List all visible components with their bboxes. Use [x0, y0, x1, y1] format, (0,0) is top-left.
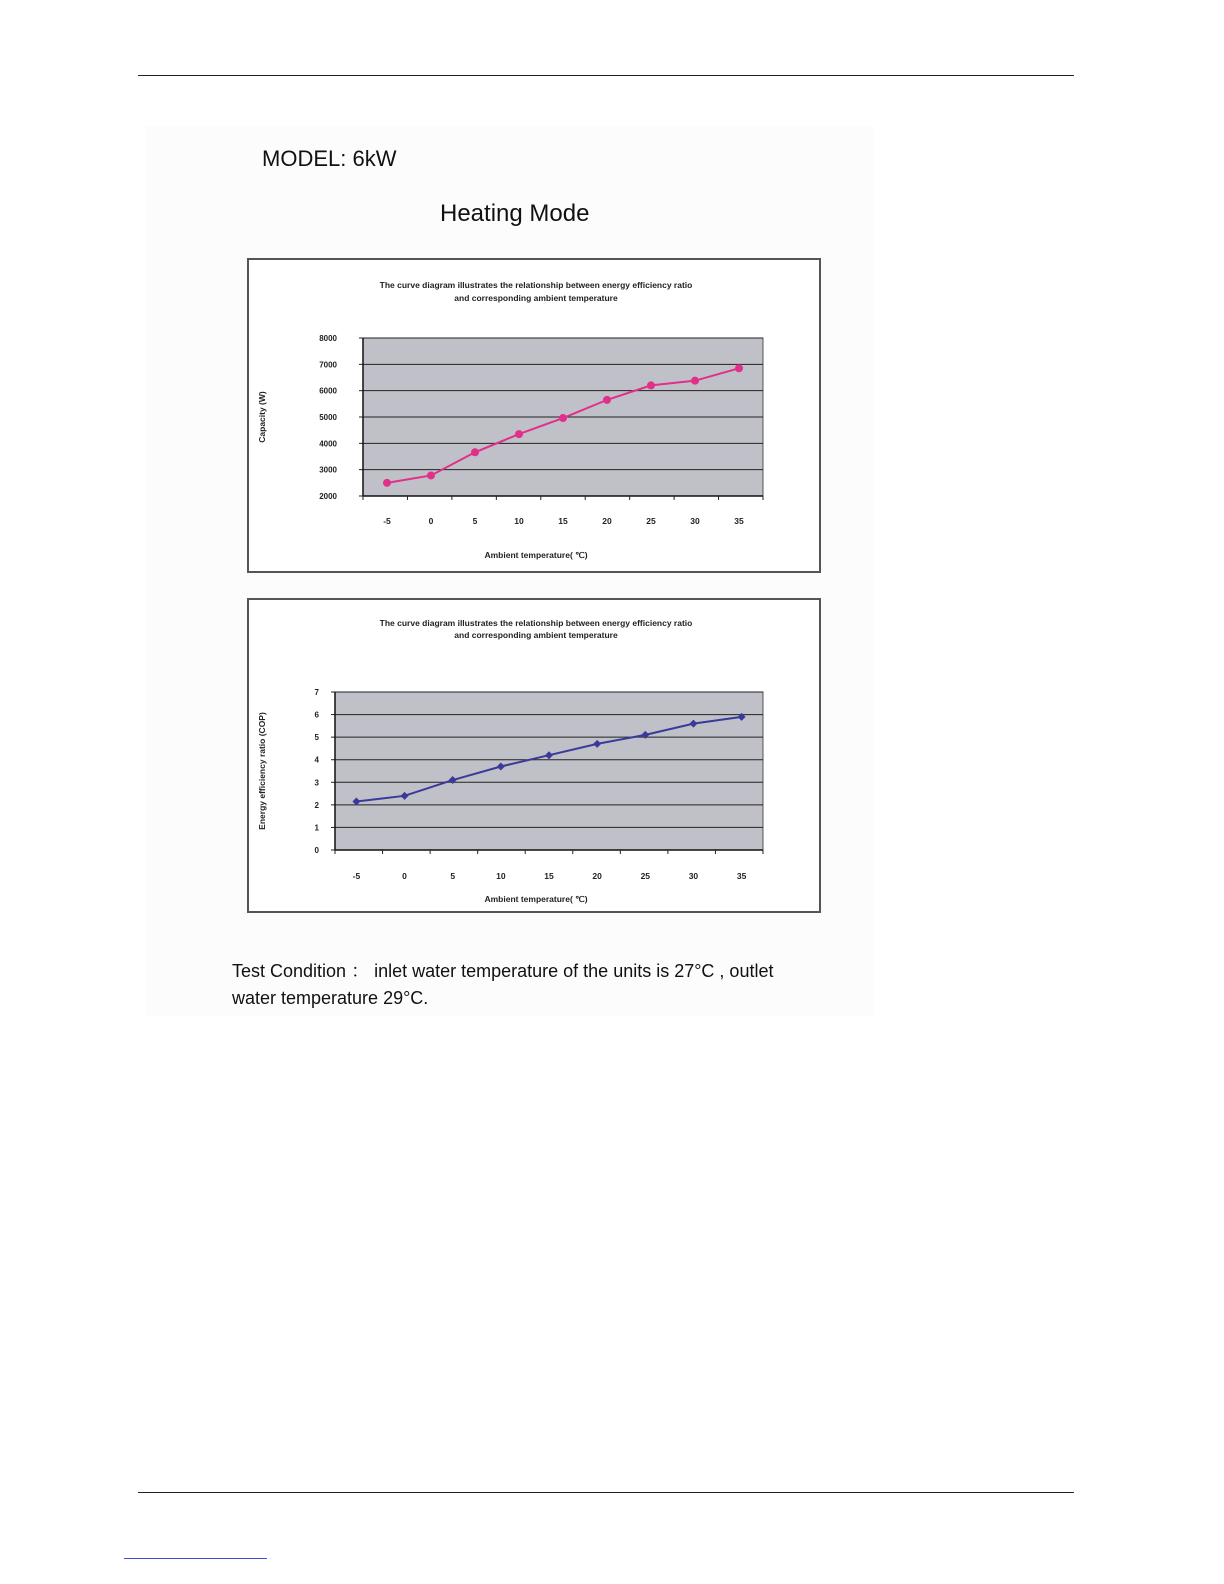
x-tick-label: 25: [646, 516, 656, 526]
chart-title-line-1: The curve diagram illustrates the relationship between energy efficiency ratio: [379, 618, 693, 628]
y-tick-label: 5000: [319, 413, 337, 422]
footer-rule: [138, 1492, 1074, 1493]
x-axis-label: Ambient temperature( ℃): [484, 894, 588, 904]
capacity-chart: [247, 258, 821, 573]
data-point: [515, 430, 523, 438]
data-point: [471, 448, 479, 456]
y-tick-label: 2: [314, 800, 319, 810]
x-tick-label: 5: [472, 516, 478, 526]
test-condition: [232, 958, 852, 1012]
x-tick-label: 35: [734, 516, 744, 526]
x-tick-label: -5: [352, 871, 361, 881]
x-tick-label: 15: [544, 871, 554, 881]
data-point: [559, 414, 567, 422]
header-rule: [138, 75, 1074, 76]
y-tick-label: 4: [314, 755, 319, 765]
x-tick-label: 5: [450, 871, 456, 881]
y-tick-label: 7: [314, 688, 319, 697]
cop-chart: [247, 598, 821, 913]
y-tick-label: 7000: [319, 360, 337, 370]
y-tick-label: 3000: [319, 465, 337, 475]
x-tick-label: 20: [602, 516, 612, 526]
x-tick-label: 15: [558, 516, 568, 526]
x-tick-label: 20: [592, 871, 602, 881]
x-axis-label: Ambient temperature( ℃): [484, 550, 588, 560]
y-axis-label: Energy efficiency ratio (COP): [257, 712, 267, 830]
test-condition-line-2: water temperature 29°C.: [232, 988, 429, 1008]
chart-title-line-2: and corresponding ambient temperature: [454, 293, 618, 303]
model-label: MODEL: 6kW: [262, 146, 397, 171]
x-tick-label: 0: [428, 516, 434, 526]
chart-title-line-2: and corresponding ambient temperature: [454, 630, 618, 640]
chart-title-line-1: The curve diagram illustrates the relationship between energy efficiency ratio: [379, 280, 693, 290]
mode-title: Heating Mode: [440, 200, 590, 227]
footer-link-underline: [124, 1558, 267, 1559]
data-point: [603, 396, 611, 404]
y-tick-label: 8000: [319, 334, 337, 343]
data-point: [691, 377, 699, 385]
plot-area: [335, 692, 763, 850]
data-point: [735, 364, 743, 372]
x-tick-label: -5: [383, 516, 391, 526]
y-tick-label: 6: [314, 710, 319, 720]
x-tick-label: 10: [514, 516, 524, 526]
x-tick-label: 0: [402, 871, 407, 881]
x-tick-label: 30: [688, 871, 699, 881]
capacity-chart-svg: [249, 260, 823, 575]
test-condition-line-1: Test Condition ： inlet water temperature of the units is 27°C , outlet: [232, 961, 774, 981]
y-tick-label: 3: [314, 778, 319, 788]
y-axis-label: Capacity (W): [257, 391, 267, 443]
y-tick-label: 0: [314, 846, 319, 855]
x-tick-label: 25: [640, 871, 651, 881]
y-tick-label: 2000: [319, 492, 337, 501]
cop-chart-svg: [249, 600, 823, 915]
y-tick-label: 4000: [319, 439, 337, 449]
y-tick-label: 1: [314, 823, 319, 833]
data-point: [647, 381, 655, 389]
data-point: [383, 479, 391, 487]
y-tick-label: 6000: [319, 386, 337, 396]
x-tick-label: 10: [496, 871, 506, 881]
x-tick-label: 30: [690, 516, 700, 526]
y-tick-label: 5: [314, 733, 319, 743]
x-tick-label: 35: [736, 871, 747, 881]
data-point: [427, 471, 435, 479]
